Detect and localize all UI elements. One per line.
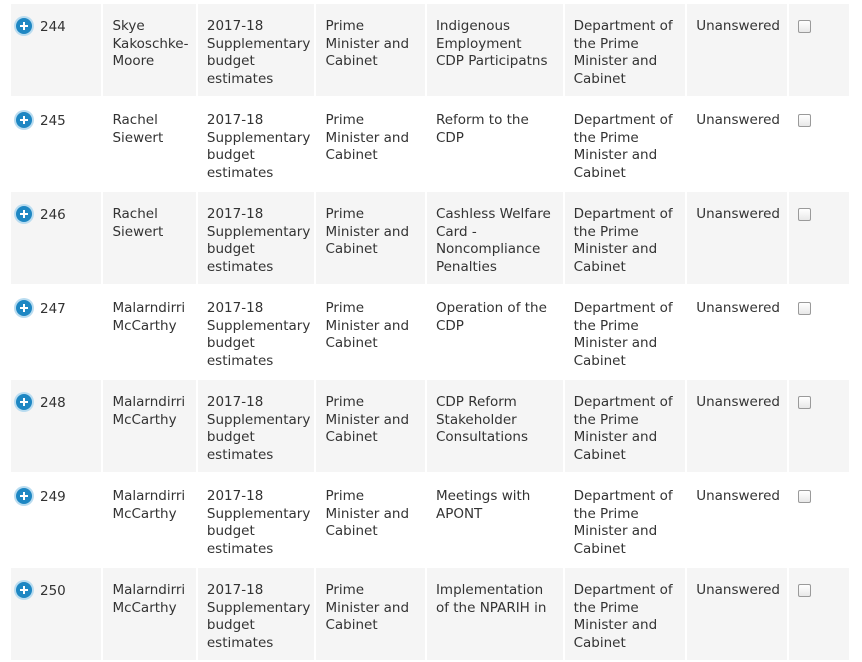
select-cell xyxy=(789,380,849,472)
hearing-name: 2017-18 Supplementary budget estimates xyxy=(198,474,315,566)
question-number: 246 xyxy=(40,207,66,223)
plus-circle-icon[interactable] xyxy=(16,112,32,128)
question-title: Operation of the CDP xyxy=(427,286,563,378)
plus-circle-icon[interactable] xyxy=(16,394,32,410)
select-checkbox[interactable] xyxy=(798,114,811,127)
question-title: Reform to the CDP xyxy=(427,98,563,190)
question-number: 248 xyxy=(40,395,66,411)
select-checkbox[interactable] xyxy=(798,396,811,409)
question-number-cell xyxy=(11,192,101,284)
portfolio-name: Prime Minister and Cabinet xyxy=(316,4,425,96)
hearing-name: 2017-18 Supplementary budget estimates xyxy=(198,568,315,660)
portfolio-name: Prime Minister and Cabinet xyxy=(316,98,425,190)
questions-table-container xyxy=(9,2,851,662)
select-checkbox[interactable] xyxy=(798,490,811,503)
senator-name: Malarndirri McCarthy xyxy=(103,474,195,566)
question-number: 245 xyxy=(40,113,66,129)
select-cell xyxy=(789,98,849,190)
question-title: Cashless Welfare Card - Noncompliance Penalties xyxy=(427,192,563,284)
table-row xyxy=(11,380,849,472)
status-label: Unanswered xyxy=(687,286,786,378)
select-cell xyxy=(789,568,849,660)
hearing-name: 2017-18 Supplementary budget estimates xyxy=(198,98,315,190)
status-label: Unanswered xyxy=(687,98,786,190)
status-label: Unanswered xyxy=(687,568,786,660)
plus-circle-icon[interactable] xyxy=(16,300,32,316)
select-checkbox[interactable] xyxy=(798,584,811,597)
questions-table xyxy=(9,2,851,662)
hearing-name: 2017-18 Supplementary budget estimates xyxy=(198,286,315,378)
select-cell xyxy=(789,474,849,566)
hearing-name: 2017-18 Supplementary budget estimates xyxy=(198,192,315,284)
select-checkbox[interactable] xyxy=(798,20,811,33)
question-number-cell xyxy=(11,380,101,472)
portfolio-name: Prime Minister and Cabinet xyxy=(316,380,425,472)
table-row xyxy=(11,4,849,96)
status-label: Unanswered xyxy=(687,4,786,96)
senator-name: Rachel Siewert xyxy=(103,192,195,284)
status-label: Unanswered xyxy=(687,474,786,566)
question-title: Indigenous Employment CDP Participatns xyxy=(427,4,563,96)
department-name: Department of the Prime Minister and Cabinet xyxy=(565,286,686,378)
select-checkbox[interactable] xyxy=(798,302,811,315)
question-number-cell xyxy=(11,568,101,660)
select-cell xyxy=(789,4,849,96)
department-name: Department of the Prime Minister and Cabinet xyxy=(565,474,686,566)
senator-name: Rachel Siewert xyxy=(103,98,195,190)
department-name: Department of the Prime Minister and Cabinet xyxy=(565,4,686,96)
senator-name: Skye Kakoschke-Moore xyxy=(103,4,195,96)
status-label: Unanswered xyxy=(687,192,786,284)
select-checkbox[interactable] xyxy=(798,208,811,221)
table-row xyxy=(11,192,849,284)
table-row xyxy=(11,568,849,660)
question-number-cell xyxy=(11,4,101,96)
table-row xyxy=(11,474,849,566)
hearing-name: 2017-18 Supplementary budget estimates xyxy=(198,380,315,472)
question-number-cell xyxy=(11,286,101,378)
question-number: 244 xyxy=(40,19,66,35)
department-name: Department of the Prime Minister and Cabinet xyxy=(565,98,686,190)
table-row xyxy=(11,286,849,378)
plus-circle-icon[interactable] xyxy=(16,206,32,222)
table-row xyxy=(11,98,849,190)
senator-name: Malarndirri McCarthy xyxy=(103,286,195,378)
department-name: Department of the Prime Minister and Cabinet xyxy=(565,380,686,472)
portfolio-name: Prime Minister and Cabinet xyxy=(316,286,425,378)
question-number: 249 xyxy=(40,489,66,505)
hearing-name: 2017-18 Supplementary budget estimates xyxy=(198,4,315,96)
plus-circle-icon[interactable] xyxy=(16,488,32,504)
portfolio-name: Prime Minister and Cabinet xyxy=(316,192,425,284)
question-title: Meetings with APONT xyxy=(427,474,563,566)
plus-circle-icon[interactable] xyxy=(16,582,32,598)
portfolio-name: Prime Minister and Cabinet xyxy=(316,568,425,660)
plus-circle-icon[interactable] xyxy=(16,18,32,34)
status-label: Unanswered xyxy=(687,380,786,472)
question-number-cell xyxy=(11,98,101,190)
portfolio-name: Prime Minister and Cabinet xyxy=(316,474,425,566)
question-title: CDP Reform Stakeholder Consultations xyxy=(427,380,563,472)
question-title: Implementation of the NPARIH in xyxy=(427,568,563,660)
department-name: Department of the Prime Minister and Cabinet xyxy=(565,192,686,284)
select-cell xyxy=(789,286,849,378)
question-number: 250 xyxy=(40,583,66,599)
question-number-cell xyxy=(11,474,101,566)
department-name: Department of the Prime Minister and Cabinet xyxy=(565,568,686,660)
senator-name: Malarndirri McCarthy xyxy=(103,380,195,472)
question-number: 247 xyxy=(40,301,66,317)
senator-name: Malarndirri McCarthy xyxy=(103,568,195,660)
select-cell xyxy=(789,192,849,284)
